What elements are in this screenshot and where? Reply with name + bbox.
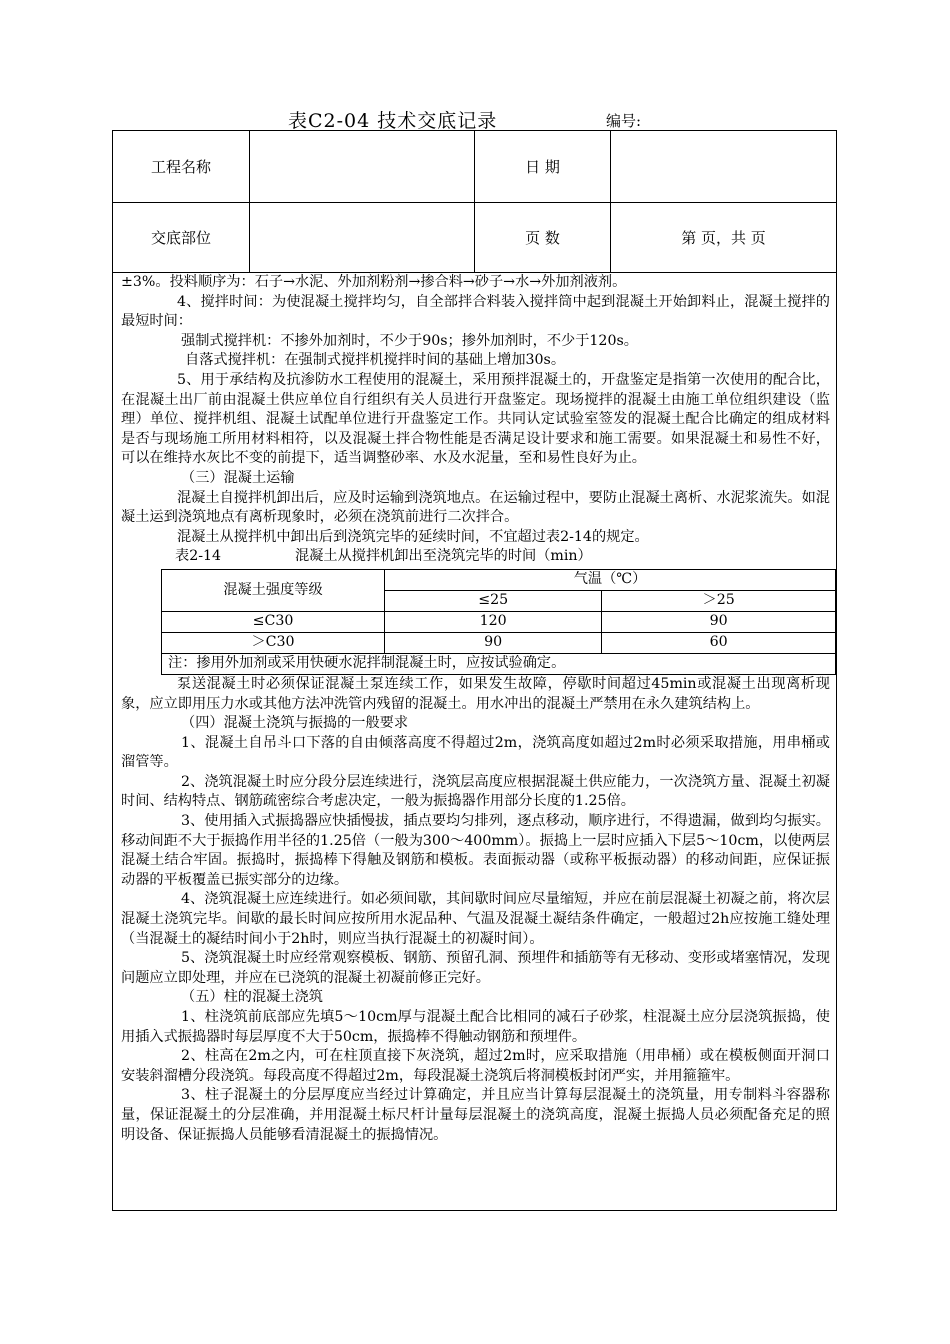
value-cell: 120 <box>385 611 602 632</box>
section-heading: （四）混凝土浇筑与振捣的一般要求 <box>181 715 409 732</box>
table-note: 注：掺用外加剂或采用快硬水泥拌制混凝土时，应按试验确定。 <box>162 653 836 674</box>
pages-field: 第 页，共 页 <box>681 229 766 247</box>
paragraph: 混凝土自搅拌机卸出后，应及时运输到浇筑地点。在运输过程中，要防止混凝土离析、水泥浆流失。如混凝土运到浇筑地点有离析现象时，必须在浇筑前进行二次拌合。 <box>121 489 830 526</box>
paragraph: 1、柱浇筑前底部应先填5～10cm厚与混凝土配合比相同的减石子砂浆，柱混凝土应分层浇筑振捣，使用插入式振捣器时每层厚度不大于50cm，振捣棒不得触动钢筋和预埋件。 <box>121 1009 830 1045</box>
time-table <box>161 569 836 675</box>
paragraph: 3、柱子混凝土的分层厚度应当经过计算确定，并且应当计算每层混凝土的浇筑量，用专制料斗容器称量，保证混凝土的分层准确，并用混凝土标尺杆计量每层混凝土的浇筑高度，混凝土振捣人员必须配备充足的照明设备、保证振捣人员能够看清混凝土的振捣情况。 <box>121 1087 830 1143</box>
sub-header: ≤25 <box>385 590 602 611</box>
table-row <box>162 611 836 632</box>
section-heading: （五）柱的混凝土浇筑 <box>181 989 323 1006</box>
info-row-1 <box>113 131 836 203</box>
sub-header: ＞25 <box>602 590 836 611</box>
paragraph: 5、浇筑混凝土时应经常观察模板、钢筋、预留孔洞、预埋件和插筋等有无移动、变形或堵塞情况，发现问题应立即处理，并应在已浇筑的混凝土初凝前修正完好。 <box>121 950 830 986</box>
table-number: 表2-14 <box>175 548 222 565</box>
paragraph: 1、混凝土自吊斗口下落的自由倾落高度不得超过2m，浇筑高度如超过2m时必须采取措施，用串桶或溜管等。 <box>121 734 830 771</box>
paragraph: 强制式搅拌机：不掺外加剂时，不少于90s；掺外加剂时，不少于120s。 <box>181 332 638 349</box>
paragraph: 3、使用插入式振捣器应快插慢拔，插点要均匀排列，逐点移动，顺序进行，不得遗漏，做到均匀振实。移动间距不大于振捣作用半径的1.25倍（一般为300～400mm）。振捣上一层时应插入下层5～10cm，以使两层混凝土结合牢固。振捣时，振捣棒下得触及钢筋和模板。表面振动器（或称平板振动器）的移动间距，应保证振动器的平板覆盖已振实部分的边缘。 <box>121 813 830 888</box>
document-title: 表C2-04 技术交底记录 <box>288 110 498 132</box>
table-caption <box>121 547 830 567</box>
value-cell: 90 <box>385 632 602 653</box>
paragraph: 4、搅拌时间：为使混凝土搅拌均匀，自全部拌合料装入搅拌筒中起到混凝土开始卸料止，混凝土搅拌的最短时间： <box>121 293 830 330</box>
paragraph: ±3%。投料顺序为：石子→水泥、外加剂粉剂→掺合料→砂子→水→外加剂液剂。 <box>121 274 627 290</box>
project-name-field[interactable] <box>250 131 475 202</box>
paragraph: 5、用于承结构及抗渗防水工程使用的混凝土，采用预拌混凝土的，开盘鉴定是指第一次使用的配合比，在混凝土出厂前由混凝土供应单位自行组织有关人员进行开盘鉴定。现场搅拌的混凝土由施工单位组织建设（监理）单位、搅拌机组、混凝土试配单位进行开盘鉴定工作。共同认定试验室签发的混凝土配合比确定的组成材料是否与现场施工所用材料相符，以及混凝土拌合物性能是否满足设计要求和施工需要。如果混凝土和易性不好，可以在维持水灰比不变的前提下，适当调整砂率、水及水泥量，至和易性良好为止。 <box>121 371 830 467</box>
value-cell: 60 <box>602 632 836 653</box>
pages-label: 页 数 <box>475 203 611 272</box>
paragraph: 泵送混凝土时必须保证混凝土泵连续工作，如果发生故障，停歇时间超过45min或混凝土出现离析现象，应立即用压力水或其他方法冲洗管内残留的混凝土。用水冲出的混凝土严禁用在永久建筑结构上。 <box>121 675 830 712</box>
col-temp-header: 气温（℃） <box>385 569 836 590</box>
info-row-2 <box>113 203 836 273</box>
grade-cell: ≤C30 <box>162 611 385 632</box>
paragraph: 自落式搅拌机：在强制式搅拌机搅拌时间的基础上增加30s。 <box>185 352 566 369</box>
table-caption-text: 混凝土从搅拌机卸出至浇筑完毕的时间（min） <box>295 548 592 565</box>
part-field[interactable] <box>250 203 475 272</box>
record-form <box>112 130 837 1211</box>
disclosure-content <box>121 273 830 1145</box>
grade-cell: ＞C30 <box>162 632 385 653</box>
code-label: 编号: <box>606 112 642 130</box>
paragraph: 2、柱高在2m之内，可在柱顶直接下灰浇筑，超过2m时，应采取措施（用串桶）或在模板侧面开洞口安装斜溜槽分段浇筑。每段高度不得超过2m，每段混凝土浇筑后将洞模板封闭严实，并用箍箍牢。 <box>121 1048 830 1084</box>
col-grade-header: 混凝土强度等级 <box>162 569 385 611</box>
value-cell: 90 <box>602 611 836 632</box>
paragraph: 2、浇筑混凝土时应分段分层连续进行，浇筑层高度应根据混凝土供应能力，一次浇筑方量、混凝土初凝时间、结构特点、钢筋疏密综合考虑决定，一般为振捣器作用部分长度的1.25倍。 <box>121 773 830 810</box>
date-field[interactable] <box>611 131 836 202</box>
part-label: 交底部位 <box>113 203 250 272</box>
paragraph: 4、浇筑混凝土应连续进行。如必须间歇，其间歇时间应尽量缩短，并应在前层混凝土初凝之前，将次层混凝土浇筑完毕。间歇的最长时间应按所用水泥品种、气温及混凝土凝结条件确定，一般超过2h应按施工缝处理（当混凝土的凝结时间小于2h时，则应当执行混凝土的初凝时间）。 <box>121 891 830 947</box>
title-row <box>0 104 950 132</box>
paragraph: 混凝土从搅拌机中卸出后到浇筑完毕的延续时间，不宜超过表2-14的规定。 <box>177 528 649 545</box>
table-row <box>162 632 836 653</box>
project-name-label: 工程名称 <box>113 131 250 202</box>
date-label: 日 期 <box>475 131 611 202</box>
section-heading: （三）混凝土运输 <box>181 469 295 486</box>
